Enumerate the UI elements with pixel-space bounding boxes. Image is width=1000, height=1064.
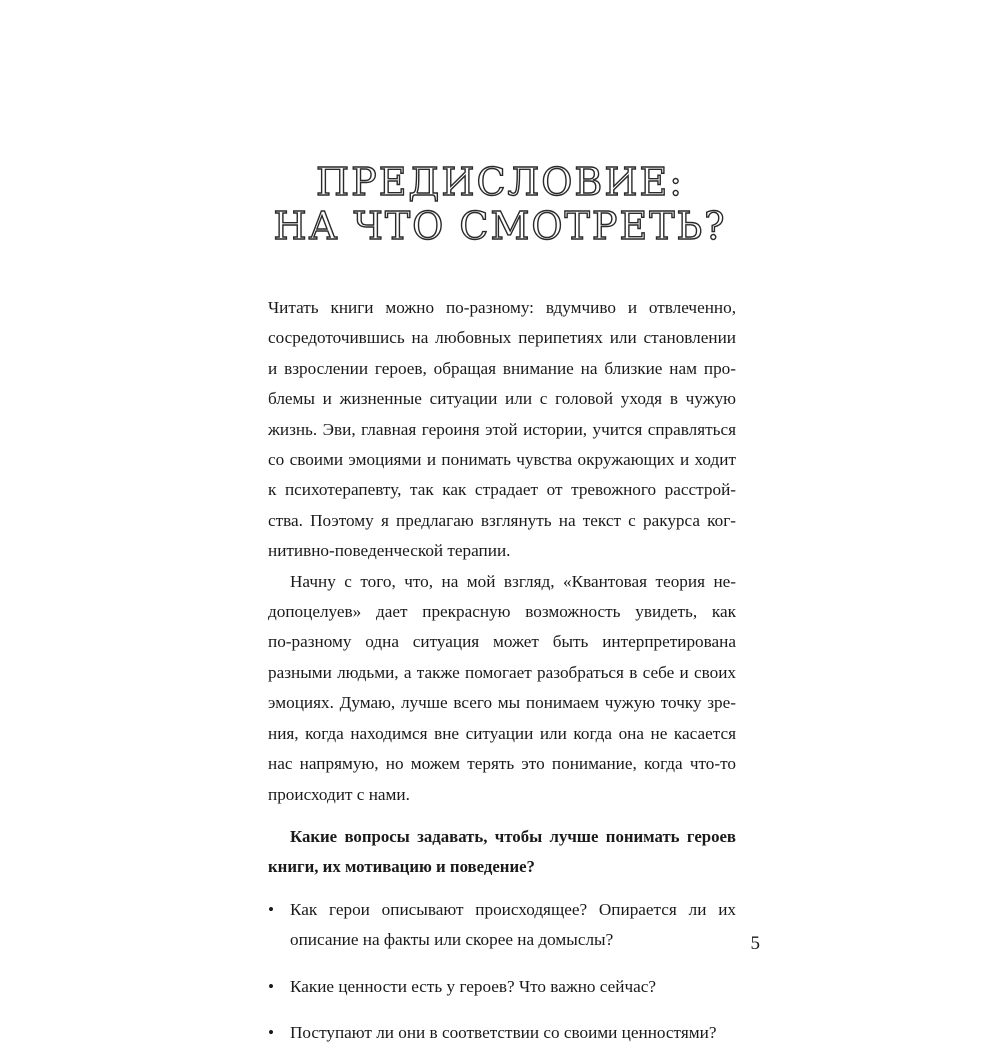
list-item-line: Какие ценности есть у героев? Что важно сейчас? <box>290 976 656 996</box>
page-number: 5 <box>750 933 760 954</box>
questions-heading-line: Какие вопросы задавать, чтобы лучше понимать героев <box>290 826 736 846</box>
bullet-icon: • <box>268 1022 275 1042</box>
chapter-title-line-1: ПРЕДИСЛОВИЕ: <box>315 160 685 204</box>
questions-heading-line: книги, их мотивацию и поведение? <box>268 857 535 877</box>
paragraph-2-line: по-разному одна ситуация может быть интерпретирована <box>268 632 736 652</box>
list-item-line: Как герои описывают происходящее? Опирается ли их <box>290 899 736 919</box>
list-item-line: описание на факты или скорее на домыслы? <box>290 930 614 950</box>
list-item-line: Поступают ли они в соответствии со своими ценностями? <box>290 1022 717 1042</box>
paragraph-2-line: допоцелуев» дает прекрасную возможность увидеть, как <box>268 602 736 622</box>
questions-list <box>268 895 736 1049</box>
paragraph-1-line: нитивно-поведенческой терапии. <box>268 541 511 561</box>
paragraph-1-line: и взрослении героев, обращая внимание на близкие нам про- <box>268 358 736 378</box>
questions-heading <box>268 822 736 883</box>
chapter-title <box>150 160 850 248</box>
paragraph-1-line: Читать книги можно по-разному: вдумчиво и отвлеченно, <box>268 298 736 317</box>
paragraph-2-line: эмоциях. Думаю, лучше всего мы понимаем чужую точку зре- <box>268 693 736 713</box>
paragraph-2-line: нас напрямую, но можем терять это понимание, когда что-то <box>268 754 736 774</box>
paragraph-2 <box>268 567 736 810</box>
paragraph-2-line: разными людьми, а также помогает разобраться в себе и своих <box>268 662 736 682</box>
list-item <box>268 895 736 956</box>
bullet-icon: • <box>268 976 275 996</box>
list-item <box>268 972 736 1002</box>
bullet-icon: • <box>268 899 275 919</box>
list-item <box>268 1018 736 1048</box>
chapter-title-line-2: НА ЧТО СМОТРЕТЬ? <box>273 204 727 248</box>
paragraph-2-line: происходит с нами. <box>268 784 410 804</box>
paragraph-1-line: жизнь. Эви, главная героиня этой истории, учится справляться <box>268 419 736 439</box>
body-text <box>268 293 736 1064</box>
paragraph-1-line: сосредоточившись на любовных перипетиях или становлении <box>268 328 736 348</box>
paragraph-2-line: Начну с того, что, на мой взгляд, «Квантовая теория не- <box>290 571 736 591</box>
paragraph-1 <box>268 293 736 567</box>
paragraph-1-line: к психотерапевту, так как страдает от тревожного расстрой- <box>268 480 736 500</box>
paragraph-1-line: ства. Поэтому я предлагаю взглянуть на текст с ракурса ког- <box>268 510 736 530</box>
paragraph-1-line: блемы и жизненные ситуации или с головой уходя в чужую <box>268 389 736 409</box>
paragraph-2-line: ния, когда находимся вне ситуации или когда она не касается <box>268 723 736 743</box>
paragraph-1-line: со своими эмоциями и понимать чувства окружающих и ходит <box>268 450 736 470</box>
